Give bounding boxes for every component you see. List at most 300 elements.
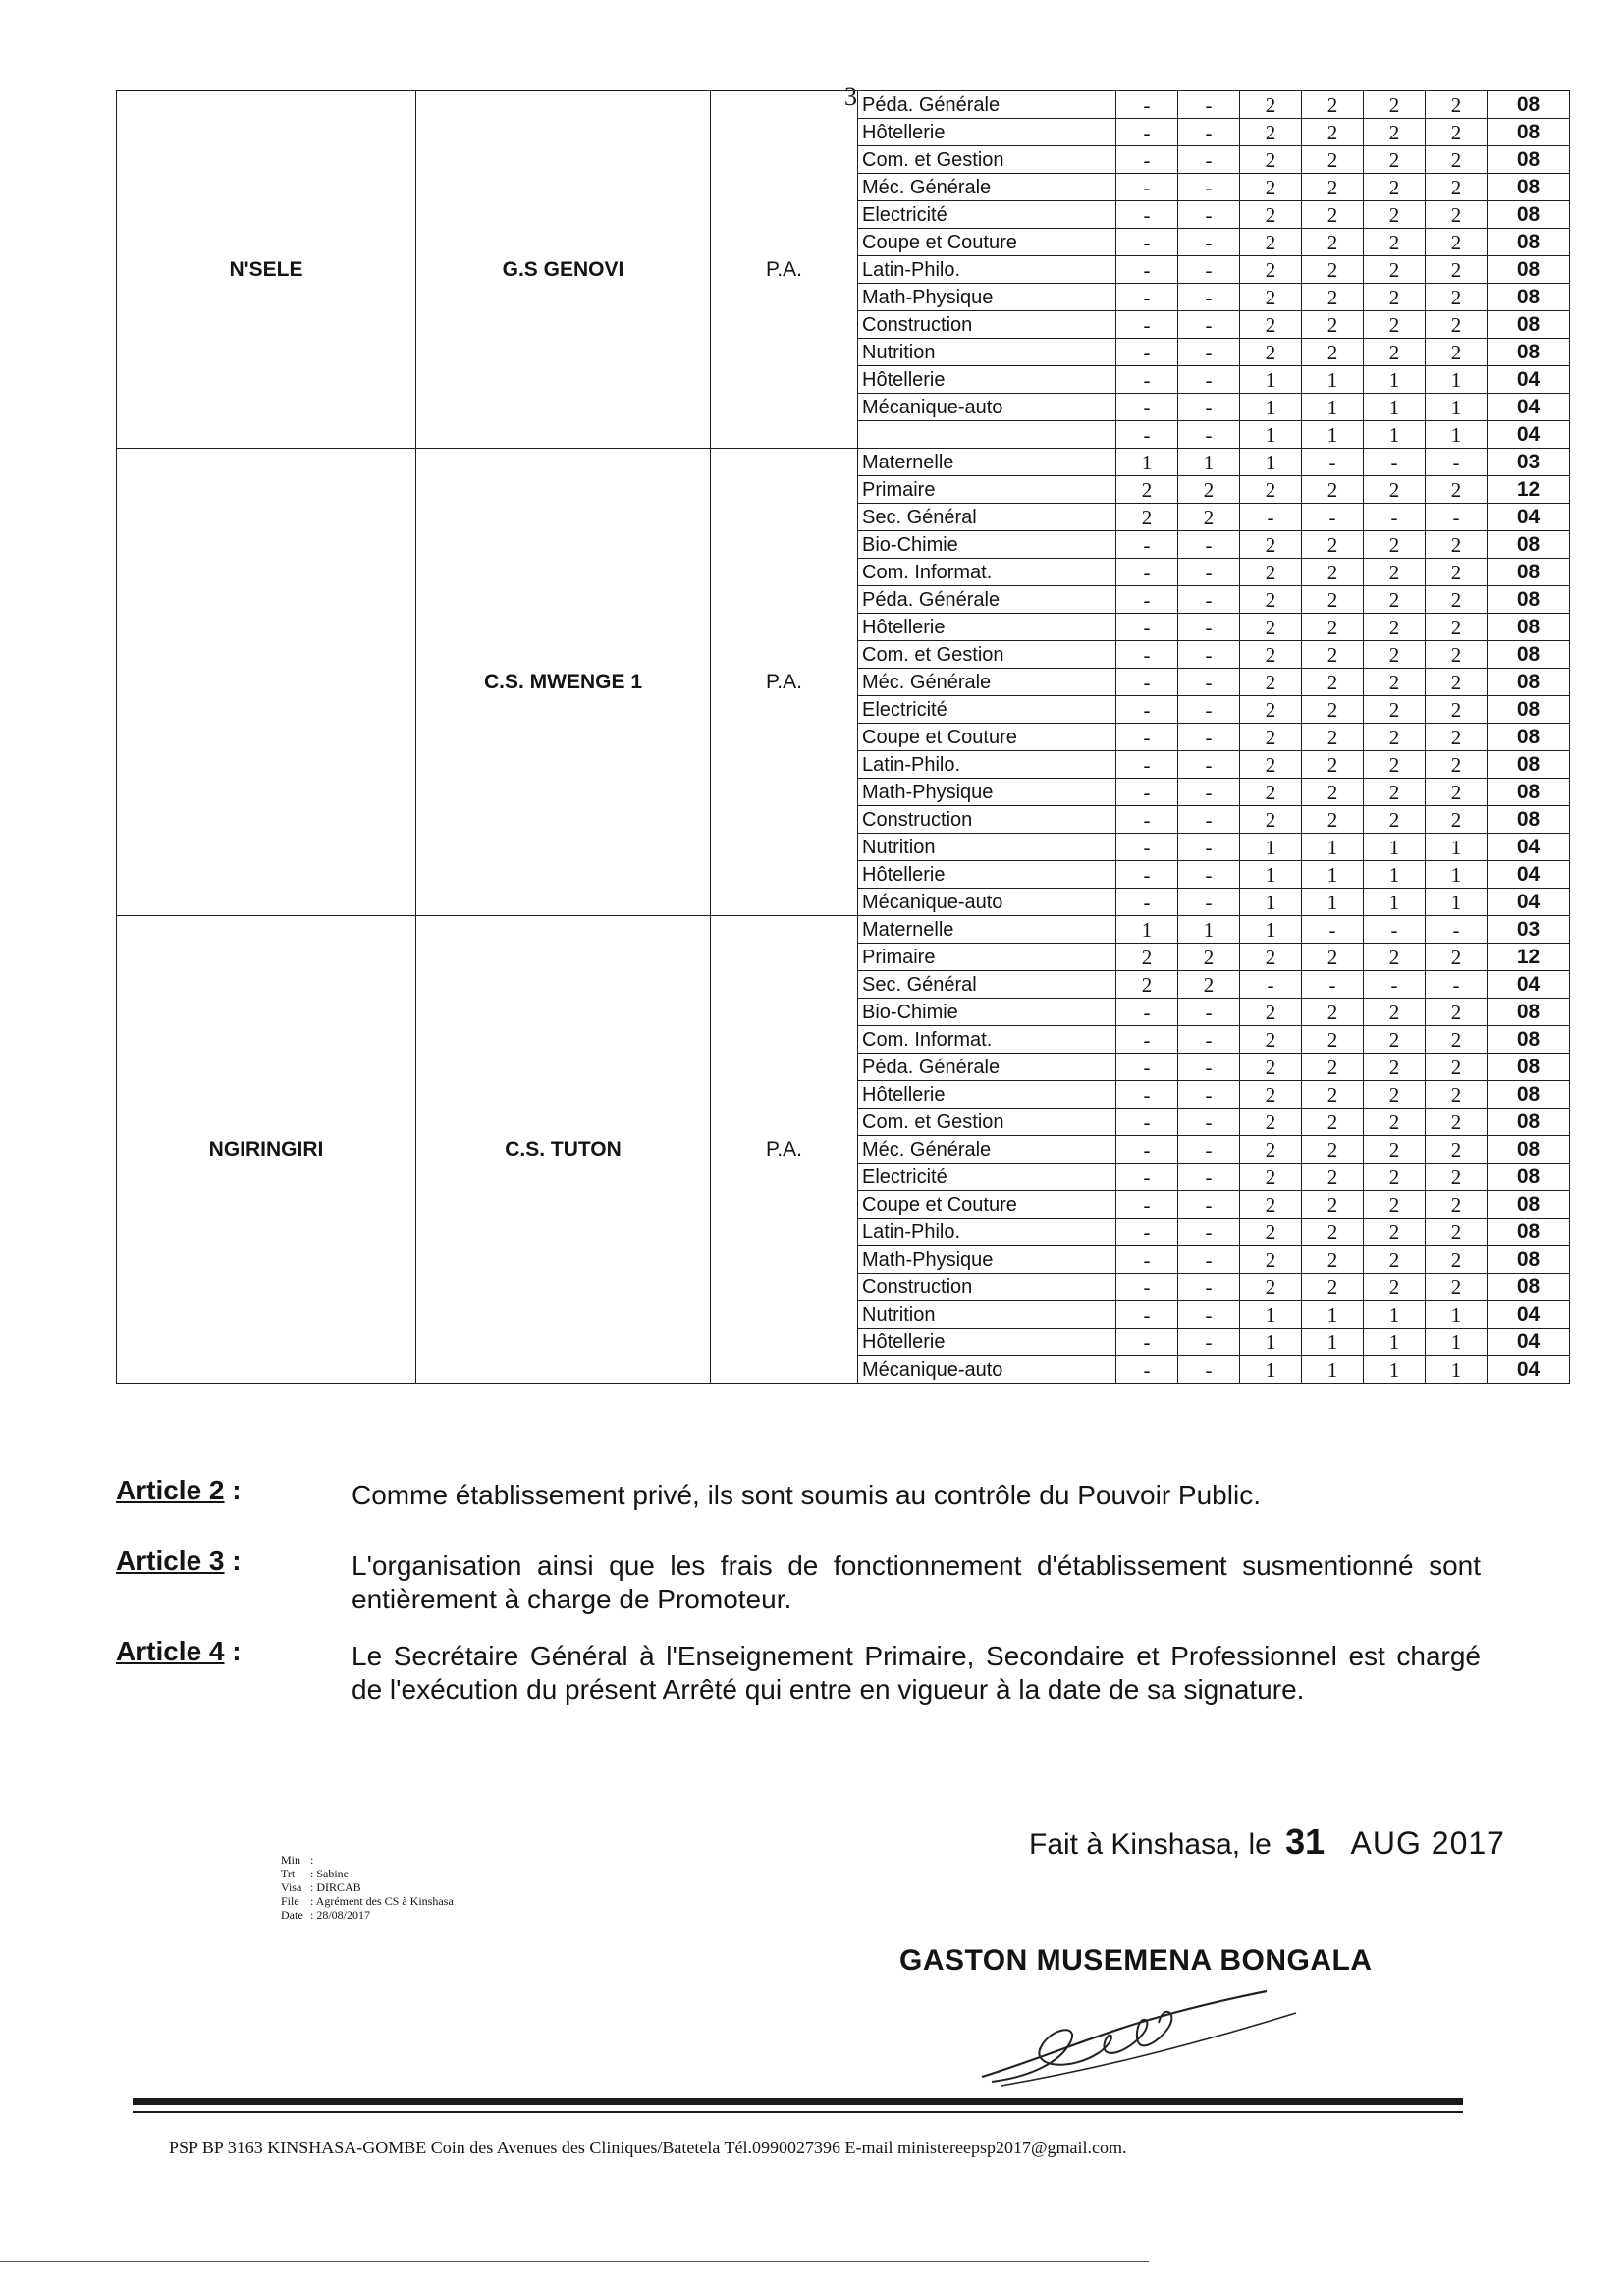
class-count-cell: 2 [1426, 339, 1488, 366]
place-date-month-year: AUG 2017 [1350, 1825, 1505, 1861]
total-cell: 04 [1488, 1301, 1570, 1329]
class-count-cell: - [1116, 1054, 1178, 1081]
class-count-cell: 2 [1426, 476, 1488, 504]
class-count-cell: - [1116, 751, 1178, 779]
class-count-cell: 2 [1240, 1191, 1302, 1219]
reference-block: Min : Trt : Sabine Visa : DIRCAB File : Agrément des CS à Kinshasa Date : 28/08/2017 [281, 1853, 454, 1922]
regime-cell: P.A. [711, 916, 858, 1384]
class-count-cell: 2 [1178, 504, 1240, 531]
class-count-cell: 2 [1426, 641, 1488, 669]
class-count-cell: 2 [1426, 1054, 1488, 1081]
class-count-cell: - [1364, 449, 1426, 476]
class-count-cell: 2 [1364, 614, 1426, 641]
class-count-cell: 2 [1302, 696, 1364, 724]
class-count-cell: 2 [1302, 586, 1364, 614]
total-cell: 08 [1488, 586, 1570, 614]
class-count-cell: - [1178, 696, 1240, 724]
total-cell: 08 [1488, 1136, 1570, 1164]
class-count-cell: - [1178, 1219, 1240, 1246]
option-cell: Péda. Générale [858, 1054, 1116, 1081]
total-cell: 04 [1488, 421, 1570, 449]
class-count-cell: 2 [1240, 1219, 1302, 1246]
class-count-cell: 2 [1240, 229, 1302, 256]
option-cell: Primaire [858, 476, 1116, 504]
class-count-cell: - [1116, 1274, 1178, 1301]
class-count-cell: - [1178, 256, 1240, 284]
class-count-cell: 1 [1426, 861, 1488, 889]
class-count-cell: 1 [1302, 421, 1364, 449]
class-count-cell: 1 [1426, 1301, 1488, 1329]
class-count-cell: 1 [1240, 861, 1302, 889]
class-count-cell: - [1178, 724, 1240, 751]
class-count-cell: 1 [1426, 1329, 1488, 1356]
class-count-cell: - [1116, 421, 1178, 449]
option-cell: Latin-Philo. [858, 1219, 1116, 1246]
option-cell: Hôtellerie [858, 366, 1116, 394]
class-count-cell: - [1178, 394, 1240, 421]
class-count-cell: 2 [1426, 1219, 1488, 1246]
class-count-cell: - [1116, 1329, 1178, 1356]
class-count-cell: - [1178, 1081, 1240, 1109]
total-cell: 08 [1488, 201, 1570, 229]
class-count-cell: 1 [1426, 394, 1488, 421]
school-cell: C.S. TUTON [416, 916, 711, 1384]
class-count-cell: 2 [1240, 751, 1302, 779]
class-count-cell: 2 [1302, 1246, 1364, 1274]
school-cell: C.S. MWENGE 1 [416, 449, 711, 916]
class-count-cell: 2 [1240, 586, 1302, 614]
option-cell: Maternelle [858, 916, 1116, 944]
class-count-cell: 2 [1240, 1026, 1302, 1054]
option-cell: Com. et Gestion [858, 641, 1116, 669]
class-count-cell: - [1116, 174, 1178, 201]
class-count-cell: 1 [1302, 1301, 1364, 1329]
class-count-cell: - [1364, 504, 1426, 531]
class-count-cell: 1 [1426, 834, 1488, 861]
total-cell: 08 [1488, 284, 1570, 311]
class-count-cell: 2 [1426, 944, 1488, 971]
class-count-cell: 1 [1240, 834, 1302, 861]
class-count-cell: 2 [1364, 91, 1426, 119]
class-count-cell: - [1178, 586, 1240, 614]
total-cell: 08 [1488, 1219, 1570, 1246]
class-count-cell: 2 [1302, 1164, 1364, 1191]
class-count-cell: 2 [1240, 696, 1302, 724]
total-cell: 04 [1488, 1329, 1570, 1356]
total-cell: 03 [1488, 916, 1570, 944]
class-count-cell: 2 [1240, 779, 1302, 806]
total-cell: 08 [1488, 559, 1570, 586]
class-count-cell: 2 [1364, 476, 1426, 504]
class-count-cell: - [1178, 1191, 1240, 1219]
option-cell: Méc. Générale [858, 174, 1116, 201]
class-count-cell: 1 [1240, 916, 1302, 944]
class-count-cell: - [1178, 1164, 1240, 1191]
class-count-cell: - [1426, 504, 1488, 531]
class-count-cell: 1 [1302, 366, 1364, 394]
class-count-cell: 2 [1364, 559, 1426, 586]
handwritten-signature [972, 1983, 1306, 2091]
class-count-cell: - [1116, 284, 1178, 311]
total-cell: 08 [1488, 91, 1570, 119]
class-count-cell: - [1178, 1356, 1240, 1384]
class-count-cell: 2 [1240, 256, 1302, 284]
class-count-cell: - [1178, 559, 1240, 586]
class-count-cell: - [1116, 229, 1178, 256]
class-count-cell: - [1426, 449, 1488, 476]
class-count-cell: 2 [1240, 1136, 1302, 1164]
class-count-cell: - [1116, 641, 1178, 669]
class-count-cell: 2 [1426, 91, 1488, 119]
class-count-cell: - [1116, 806, 1178, 834]
class-count-cell: 1 [1426, 366, 1488, 394]
total-cell: 08 [1488, 614, 1570, 641]
class-count-cell: 2 [1302, 339, 1364, 366]
class-count-cell: 2 [1302, 91, 1364, 119]
class-count-cell: 2 [1302, 284, 1364, 311]
total-cell: 08 [1488, 339, 1570, 366]
class-count-cell: 2 [1426, 1026, 1488, 1054]
class-count-cell: 2 [1364, 1191, 1426, 1219]
class-count-cell: 2 [1426, 1081, 1488, 1109]
class-count-cell: - [1302, 504, 1364, 531]
option-cell: Coupe et Couture [858, 724, 1116, 751]
class-count-cell: 2 [1178, 476, 1240, 504]
class-count-cell: - [1116, 531, 1178, 559]
total-cell: 08 [1488, 174, 1570, 201]
class-count-cell: - [1178, 779, 1240, 806]
class-count-cell: 2 [1302, 669, 1364, 696]
option-cell: Construction [858, 1274, 1116, 1301]
place-date-day: 31 [1285, 1821, 1326, 1862]
option-cell: Hôtellerie [858, 119, 1116, 146]
class-count-cell: - [1116, 311, 1178, 339]
class-count-cell: - [1178, 834, 1240, 861]
option-cell: Construction [858, 311, 1116, 339]
option-cell: Math-Physique [858, 779, 1116, 806]
total-cell: 08 [1488, 1109, 1570, 1136]
class-count-cell: 2 [1426, 559, 1488, 586]
class-count-cell: 2 [1426, 1164, 1488, 1191]
class-count-cell: 2 [1178, 944, 1240, 971]
footer-rule-thin [133, 2111, 1463, 2113]
class-count-cell: 1 [1178, 916, 1240, 944]
class-count-cell: 1 [1364, 889, 1426, 916]
class-count-cell: 2 [1302, 119, 1364, 146]
option-cell: Com. Informat. [858, 559, 1116, 586]
class-count-cell: - [1178, 311, 1240, 339]
class-count-cell: 2 [1302, 174, 1364, 201]
class-count-cell: 2 [1426, 256, 1488, 284]
class-count-cell: 2 [1302, 751, 1364, 779]
option-cell: Péda. Générale [858, 586, 1116, 614]
total-cell: 04 [1488, 889, 1570, 916]
class-count-cell: - [1178, 861, 1240, 889]
class-count-cell: 2 [1426, 146, 1488, 174]
class-count-cell: - [1178, 999, 1240, 1026]
option-cell: Electricité [858, 201, 1116, 229]
class-count-cell: 2 [1302, 229, 1364, 256]
class-count-cell: - [1178, 806, 1240, 834]
regime-cell: P.A. [711, 91, 858, 449]
class-count-cell: - [1178, 1301, 1240, 1329]
class-count-cell: 2 [1426, 1109, 1488, 1136]
article-3-text: L'organisation ainsi que les frais de fonctionnement d'établissement susmentionné sont entièrement à charge de Promoteur. [352, 1550, 1481, 1614]
class-count-cell: - [1178, 229, 1240, 256]
class-count-cell: - [1178, 339, 1240, 366]
class-count-cell: 2 [1364, 1054, 1426, 1081]
class-count-cell: - [1178, 889, 1240, 916]
total-cell: 08 [1488, 1191, 1570, 1219]
class-count-cell: 2 [1426, 174, 1488, 201]
class-count-cell: 2 [1240, 119, 1302, 146]
class-count-cell: - [1116, 1164, 1178, 1191]
option-cell: Maternelle [858, 449, 1116, 476]
class-count-cell: 1 [1426, 421, 1488, 449]
class-count-cell: 2 [1302, 1191, 1364, 1219]
class-count-cell: 2 [1240, 201, 1302, 229]
class-count-cell: 1 [1240, 1356, 1302, 1384]
class-count-cell: - [1116, 834, 1178, 861]
option-cell: Bio-Chimie [858, 531, 1116, 559]
class-count-cell: 1 [1364, 834, 1426, 861]
class-count-cell: - [1116, 201, 1178, 229]
option-cell: Hôtellerie [858, 614, 1116, 641]
class-count-cell: 2 [1302, 311, 1364, 339]
class-count-cell: 2 [1364, 256, 1426, 284]
total-cell: 08 [1488, 669, 1570, 696]
total-cell: 04 [1488, 834, 1570, 861]
option-cell [858, 421, 1116, 449]
class-count-cell: 1 [1364, 1301, 1426, 1329]
class-count-cell: 2 [1302, 806, 1364, 834]
class-count-cell: 1 [1116, 449, 1178, 476]
class-count-cell: 2 [1364, 311, 1426, 339]
class-count-cell: 2 [1240, 944, 1302, 971]
class-count-cell: 2 [1426, 531, 1488, 559]
class-count-cell: 2 [1364, 641, 1426, 669]
class-count-cell: 2 [1240, 174, 1302, 201]
class-count-cell: - [1116, 559, 1178, 586]
commune-cell [117, 449, 416, 916]
class-count-cell: - [1116, 889, 1178, 916]
class-count-cell: 2 [1426, 1136, 1488, 1164]
class-count-cell: 1 [1364, 1329, 1426, 1356]
class-count-cell: - [1178, 1136, 1240, 1164]
table-row [117, 449, 1570, 476]
class-count-cell: - [1116, 146, 1178, 174]
class-count-cell: - [1426, 971, 1488, 999]
class-count-cell: 1 [1302, 1356, 1364, 1384]
class-count-cell: 2 [1240, 1054, 1302, 1081]
class-count-cell: - [1116, 1026, 1178, 1054]
total-cell: 08 [1488, 1054, 1570, 1081]
total-cell: 12 [1488, 944, 1570, 971]
option-cell: Primaire [858, 944, 1116, 971]
class-count-cell: 2 [1426, 696, 1488, 724]
option-cell: Mécanique-auto [858, 889, 1116, 916]
total-cell: 08 [1488, 806, 1570, 834]
class-count-cell: 2 [1116, 944, 1178, 971]
class-count-cell: 2 [1426, 119, 1488, 146]
class-count-cell: - [1116, 1191, 1178, 1219]
total-cell: 04 [1488, 366, 1570, 394]
bottom-rule [0, 2261, 1149, 2262]
class-count-cell: - [1178, 531, 1240, 559]
class-count-cell: 2 [1240, 284, 1302, 311]
class-count-cell: 2 [1426, 614, 1488, 641]
class-count-cell: 2 [1364, 1219, 1426, 1246]
total-cell: 08 [1488, 1246, 1570, 1274]
class-count-cell: - [1426, 916, 1488, 944]
option-cell: Com. et Gestion [858, 1109, 1116, 1136]
class-count-cell: 2 [1426, 586, 1488, 614]
option-cell: Hôtellerie [858, 861, 1116, 889]
class-count-cell: 2 [1240, 476, 1302, 504]
class-count-cell: 2 [1240, 311, 1302, 339]
total-cell: 08 [1488, 229, 1570, 256]
class-count-cell: 2 [1240, 1274, 1302, 1301]
class-count-cell: - [1116, 1109, 1178, 1136]
class-count-cell: - [1178, 1026, 1240, 1054]
class-count-cell: 2 [1364, 174, 1426, 201]
class-count-cell: 2 [1302, 559, 1364, 586]
footer-rule-thick [133, 2098, 1463, 2105]
class-count-cell: 1 [1240, 421, 1302, 449]
class-count-cell: 2 [1302, 1026, 1364, 1054]
class-count-cell: 2 [1240, 559, 1302, 586]
class-count-cell: 2 [1240, 531, 1302, 559]
class-count-cell: 2 [1302, 944, 1364, 971]
class-count-cell: - [1116, 366, 1178, 394]
class-count-cell: - [1240, 504, 1302, 531]
class-count-cell: 2 [1364, 944, 1426, 971]
class-count-cell: - [1116, 669, 1178, 696]
class-count-cell: 1 [1240, 394, 1302, 421]
class-count-cell: - [1116, 1136, 1178, 1164]
class-count-cell: - [1178, 641, 1240, 669]
class-count-cell: 2 [1364, 229, 1426, 256]
class-count-cell: 2 [1240, 724, 1302, 751]
class-count-cell: - [1116, 256, 1178, 284]
class-count-cell: 1 [1240, 889, 1302, 916]
table-row [117, 916, 1570, 944]
class-count-cell: 2 [1364, 146, 1426, 174]
class-count-cell: - [1178, 174, 1240, 201]
class-count-cell: 2 [1116, 504, 1178, 531]
class-count-cell: 2 [1426, 669, 1488, 696]
option-cell: Hôtellerie [858, 1081, 1116, 1109]
class-count-cell: 2 [1364, 1246, 1426, 1274]
class-count-cell: - [1178, 201, 1240, 229]
total-cell: 08 [1488, 999, 1570, 1026]
class-count-cell: - [1116, 779, 1178, 806]
class-count-cell: 2 [1240, 91, 1302, 119]
class-count-cell: 1 [1426, 889, 1488, 916]
article-2-label: Article 2 : [116, 1475, 242, 1505]
total-cell: 04 [1488, 971, 1570, 999]
class-count-cell: 1 [1240, 1329, 1302, 1356]
class-count-cell: 2 [1364, 724, 1426, 751]
regime-cell: P.A. [711, 449, 858, 916]
class-count-cell: - [1116, 724, 1178, 751]
class-count-cell: - [1178, 1329, 1240, 1356]
class-count-cell: 2 [1426, 1274, 1488, 1301]
class-count-cell: - [1116, 1246, 1178, 1274]
class-count-cell: 2 [1364, 119, 1426, 146]
class-count-cell: - [1178, 146, 1240, 174]
class-count-cell: - [1178, 751, 1240, 779]
option-cell: Math-Physique [858, 1246, 1116, 1274]
article-3-label: Article 3 : [116, 1546, 242, 1576]
class-count-cell: 2 [1302, 146, 1364, 174]
class-count-cell: 2 [1240, 641, 1302, 669]
school-cell: G.S GENOVI [416, 91, 711, 449]
class-count-cell: 1 [1240, 366, 1302, 394]
class-count-cell: 1 [1178, 449, 1240, 476]
class-count-cell: 2 [1364, 999, 1426, 1026]
page-number: 3 [844, 82, 857, 111]
class-count-cell: - [1116, 999, 1178, 1026]
class-count-cell: 2 [1240, 1246, 1302, 1274]
class-count-cell: 2 [1426, 201, 1488, 229]
class-count-cell: 2 [1426, 806, 1488, 834]
class-count-cell: 2 [1364, 201, 1426, 229]
class-count-cell: 2 [1116, 971, 1178, 999]
class-count-cell: 2 [1302, 779, 1364, 806]
class-count-cell: 2 [1364, 806, 1426, 834]
class-count-cell: 2 [1364, 1081, 1426, 1109]
option-cell: Coupe et Couture [858, 1191, 1116, 1219]
class-count-cell: - [1116, 861, 1178, 889]
option-cell: Sec. Général [858, 504, 1116, 531]
class-count-cell: 1 [1426, 1356, 1488, 1384]
option-cell: Coupe et Couture [858, 229, 1116, 256]
option-cell: Hôtellerie [858, 1329, 1116, 1356]
class-count-cell: 2 [1302, 1136, 1364, 1164]
option-cell: Electricité [858, 1164, 1116, 1191]
class-count-cell: - [1178, 366, 1240, 394]
option-cell: Latin-Philo. [858, 256, 1116, 284]
class-count-cell: - [1178, 1054, 1240, 1081]
class-count-cell: 2 [1364, 751, 1426, 779]
class-count-cell: 2 [1302, 201, 1364, 229]
class-count-cell: 2 [1364, 1026, 1426, 1054]
total-cell: 08 [1488, 256, 1570, 284]
total-cell: 04 [1488, 861, 1570, 889]
option-cell: Péda. Générale [858, 91, 1116, 119]
class-count-cell: 2 [1240, 614, 1302, 641]
class-count-cell: - [1116, 339, 1178, 366]
total-cell: 08 [1488, 1164, 1570, 1191]
class-count-cell: 2 [1240, 1164, 1302, 1191]
class-count-cell: 2 [1240, 669, 1302, 696]
total-cell: 08 [1488, 641, 1570, 669]
option-cell: Construction [858, 806, 1116, 834]
class-count-cell: - [1364, 971, 1426, 999]
option-cell: Nutrition [858, 834, 1116, 861]
class-count-cell: 2 [1302, 476, 1364, 504]
class-count-cell: - [1116, 696, 1178, 724]
option-cell: Com. et Gestion [858, 146, 1116, 174]
class-count-cell: 2 [1364, 1164, 1426, 1191]
class-count-cell: 1 [1302, 834, 1364, 861]
class-count-cell: - [1116, 614, 1178, 641]
commune-cell: N'SELE [117, 91, 416, 449]
class-count-cell: - [1178, 614, 1240, 641]
class-count-cell: 2 [1302, 641, 1364, 669]
total-cell: 03 [1488, 449, 1570, 476]
